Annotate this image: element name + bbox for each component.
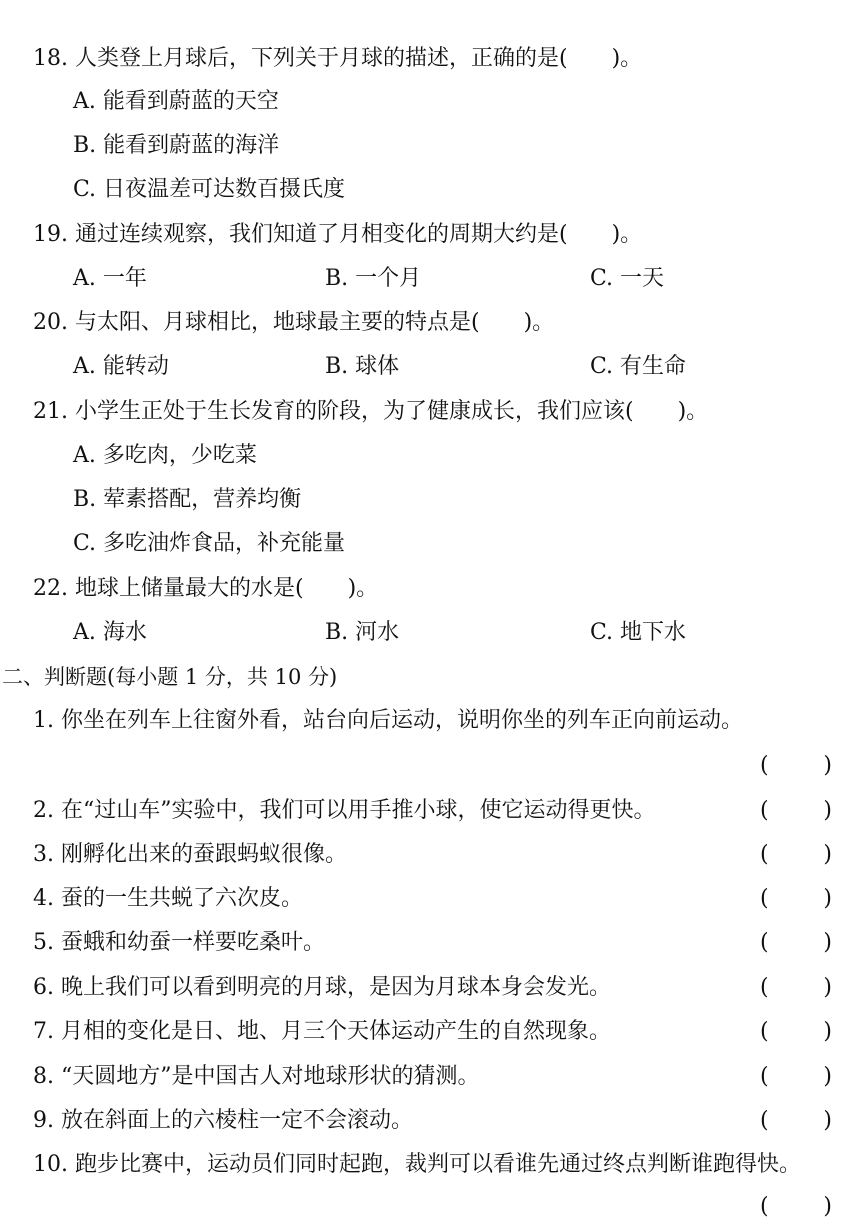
paren-close: ) bbox=[823, 842, 832, 867]
paren-close: ) bbox=[823, 798, 832, 823]
q22-option-b: B. 河水 bbox=[325, 620, 400, 645]
question-20: 20. 与太阳、月球相比，地球最主要的特点是( )。 bbox=[33, 310, 555, 335]
q21-option-b: B. 荤素搭配，营养均衡 bbox=[73, 487, 302, 512]
q22-option-c: C. 地下水 bbox=[590, 620, 687, 645]
paren-open: ( bbox=[760, 930, 769, 955]
answer-blank-5[interactable] bbox=[760, 928, 832, 958]
question-21: 21. 小学生正处于生长发育的阶段，为了健康成长，我们应该( )。 bbox=[33, 399, 709, 424]
paren-open: ( bbox=[760, 1194, 769, 1219]
paren-close: ) bbox=[823, 886, 832, 911]
judgment-item-7: 7. 月相的变化是日、地、月三个天体运动产生的自然现象。 bbox=[33, 1019, 611, 1044]
paren-open: ( bbox=[760, 1064, 769, 1089]
judgment-item-5: 5. 蚕蛾和幼蚕一样要吃桑叶。 bbox=[33, 930, 325, 955]
q19-option-c: C. 一天 bbox=[590, 266, 665, 291]
q22-option-a: A. 海水 bbox=[73, 620, 147, 645]
paren-close: ) bbox=[823, 1064, 832, 1089]
answer-blank-9[interactable] bbox=[760, 1106, 832, 1136]
answer-blank-1[interactable] bbox=[760, 751, 832, 781]
judgment-item-4: 4. 蚕的一生共蜕了六次皮。 bbox=[33, 886, 303, 911]
paren-open: ( bbox=[760, 798, 769, 823]
judgment-item-2: 2. 在“过山车”实验中，我们可以用手推小球，使它运动得更快。 bbox=[33, 798, 656, 823]
judgment-item-6: 6. 晚上我们可以看到明亮的月球，是因为月球本身会发光。 bbox=[33, 975, 611, 1000]
q20-option-b: B. 球体 bbox=[325, 354, 400, 379]
question-19: 19. 通过连续观察，我们知道了月相变化的周期大约是( )。 bbox=[33, 222, 643, 247]
answer-blank-7[interactable] bbox=[760, 1017, 832, 1047]
paren-close: ) bbox=[823, 975, 832, 1000]
q18-option-a: A. 能看到蔚蓝的天空 bbox=[73, 89, 279, 114]
q18-option-b: B. 能看到蔚蓝的海洋 bbox=[73, 133, 280, 158]
judgment-item-3: 3. 刚孵化出来的蚕跟蚂蚁很像。 bbox=[33, 842, 347, 867]
paren-open: ( bbox=[760, 886, 769, 911]
paren-close: ) bbox=[823, 930, 832, 955]
q18-option-c: C. 日夜温差可达数百摄氏度 bbox=[73, 177, 346, 202]
paren-open: ( bbox=[760, 975, 769, 1000]
answer-blank-8[interactable] bbox=[760, 1062, 832, 1092]
judgment-item-10: 10. 跑步比赛中，运动员们同时起跑，裁判可以看谁先通过终点判断谁跑得快。 bbox=[33, 1152, 801, 1177]
paren-close: ) bbox=[823, 1194, 832, 1219]
paren-open: ( bbox=[760, 1019, 769, 1044]
q20-option-c: C. 有生命 bbox=[590, 354, 687, 379]
paren-close: ) bbox=[823, 753, 832, 778]
q21-option-c: C. 多吃油炸食品，补充能量 bbox=[73, 531, 346, 556]
q20-option-a: A. 能转动 bbox=[73, 354, 169, 379]
q19-option-b: B. 一个月 bbox=[325, 266, 422, 291]
q19-option-a: A. 一年 bbox=[73, 266, 147, 291]
judgment-item-1: 1. 你坐在列车上往窗外看，站台向后运动，说明你坐的列车正向前运动。 bbox=[33, 708, 743, 733]
paren-close: ) bbox=[823, 1019, 832, 1044]
answer-blank-10[interactable] bbox=[760, 1192, 832, 1222]
q21-option-a: A. 多吃肉，少吃菜 bbox=[73, 443, 257, 468]
paren-open: ( bbox=[760, 842, 769, 867]
question-22: 22. 地球上储量最大的水是( )。 bbox=[33, 576, 379, 601]
section-heading-judgment: 二、判断题(每小题 1 分，共 10 分) bbox=[2, 665, 338, 689]
answer-blank-6[interactable] bbox=[760, 973, 832, 1003]
answer-blank-2[interactable] bbox=[760, 796, 832, 826]
paren-open: ( bbox=[760, 1108, 769, 1133]
answer-blank-3[interactable] bbox=[760, 840, 832, 870]
judgment-item-9: 9. 放在斜面上的六棱柱一定不会滚动。 bbox=[33, 1108, 413, 1133]
judgment-item-8: 8. “天圆地方”是中国古人对地球形状的猜测。 bbox=[33, 1064, 480, 1089]
paren-close: ) bbox=[823, 1108, 832, 1133]
question-18: 18. 人类登上月球后，下列关于月球的描述，正确的是( )。 bbox=[33, 46, 643, 71]
answer-blank-4[interactable] bbox=[760, 884, 832, 914]
paren-open: ( bbox=[760, 753, 769, 778]
